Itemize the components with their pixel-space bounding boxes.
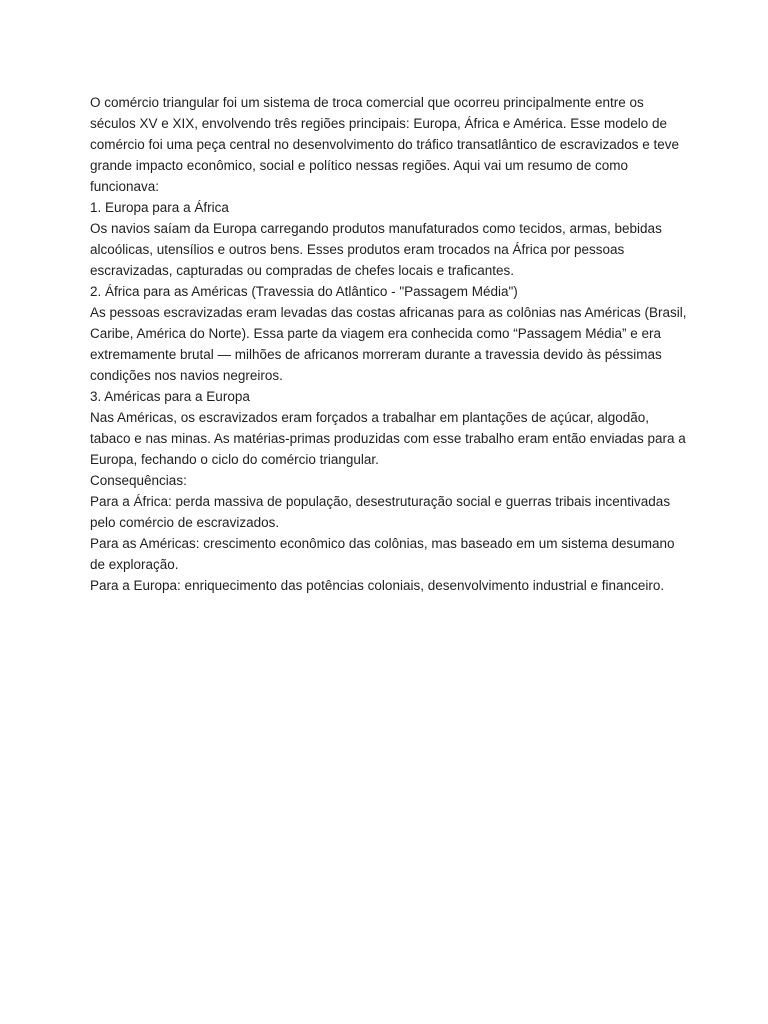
section-body-africa-americas: As pessoas escravizadas eram levadas das costas africanas para as colônias nas Américas (Brasil, Caribe, América do Norte). Essa parte da viagem era conhecida como “Passagem Média” e era extremamente brutal — milhões de africanos morreram durante a travessia devido às péssimas condições nos navios negreiros. bbox=[90, 305, 687, 383]
consequence-americas: Para as Américas: crescimento econômico das colônias, mas baseado em um sistema desumano de exploração. bbox=[90, 536, 675, 572]
consequence-africa: Para a África: perda massiva de população, desestruturação social e guerras tribais incentivadas pelo comércio de escravizados. bbox=[90, 494, 671, 530]
intro-paragraph: O comércio triangular foi um sistema de troca comercial que ocorreu principalmente entre os séculos XV e XIX, envolvendo três regiões principais: Europa, África e América. Esse modelo de comércio foi uma peça central no desenvolvimento do tráfico transatlântico de escravizados e teve grande impacto econômico, social e político nessas regiões. Aqui vai um resumo de como funcionava: bbox=[90, 95, 680, 194]
document-body bbox=[90, 92, 690, 596]
consequence-europe: Para a Europa: enriquecimento das potências coloniais, desenvolvimento industrial e financeiro. bbox=[90, 578, 665, 593]
section-heading-africa-americas: 2. África para as Américas (Travessia do Atlântico - "Passagem Média") bbox=[90, 284, 518, 299]
section-body-europe-africa: Os navios saíam da Europa carregando produtos manufaturados como tecidos, armas, bebidas alcoólicas, utensílios e outros bens. Esses produtos eram trocados na África por pessoas escravizadas, capturadas ou compradas de chefes locais e traficantes. bbox=[90, 221, 662, 278]
section-heading-americas-europe: 3. Américas para a Europa bbox=[90, 389, 250, 404]
section-heading-europe-africa: 1. Europa para a África bbox=[90, 200, 229, 215]
consequences-title: Consequências: bbox=[90, 473, 187, 488]
section-body-americas-europe: Nas Américas, os escravizados eram forçados a trabalhar em plantações de açúcar, algodão, tabaco e nas minas. As matérias-primas produzidas com esse trabalho eram então enviadas para a Europa, fechando o ciclo do comércio triangular. bbox=[90, 410, 686, 467]
